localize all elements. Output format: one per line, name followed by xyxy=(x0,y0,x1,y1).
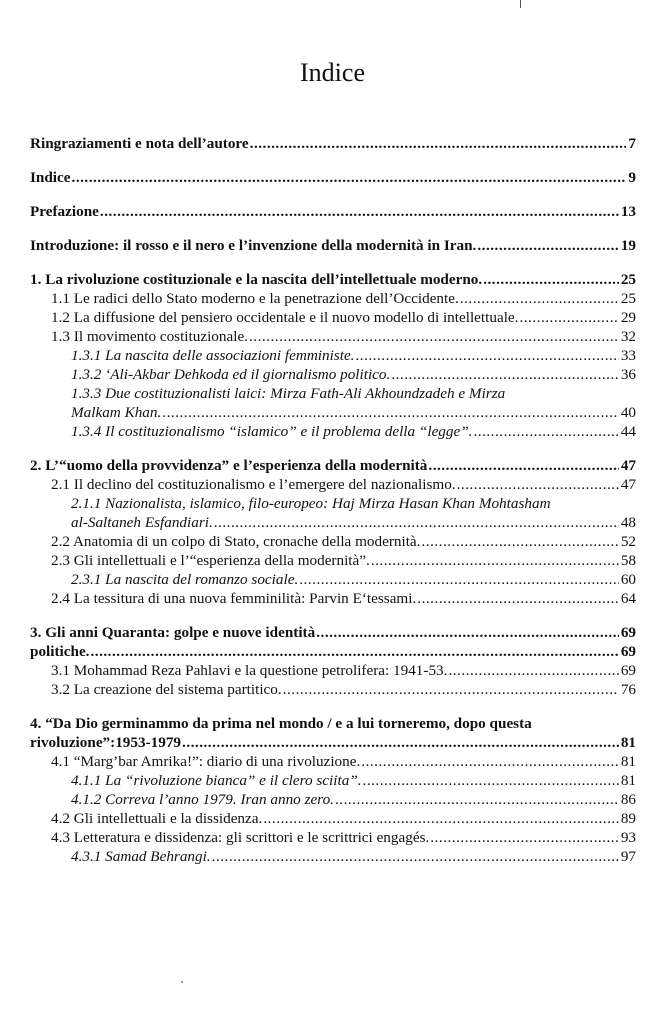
toc-entry-title: 4.2 Gli intellettuali e la dissidenza. xyxy=(51,810,263,827)
toc-entry[interactable] xyxy=(30,551,636,570)
toc-page-number: 76 xyxy=(620,681,636,698)
toc-entry[interactable] xyxy=(30,771,636,790)
section-gap xyxy=(30,441,636,456)
toc-entry-title: 4.1 “Marg’bar Amrika!”: diario di una rivoluzione. xyxy=(51,753,361,770)
toc-entry-title: 1.3.4 Il costituzionalismo “islamico” e il problema della “legge”. xyxy=(71,423,473,440)
section-gap xyxy=(30,255,636,270)
toc-entry-title: 3.1 Mohammad Reza Pahlavi e la questione petrolifera: 1941-53. xyxy=(51,662,448,679)
toc-entry-title: 1. La rivoluzione costituzionale e la nascita dell’intellettuale moderno. xyxy=(30,271,483,288)
toc-entry[interactable] xyxy=(30,589,636,608)
dot-leader xyxy=(100,202,619,221)
toc-page-number: 69 xyxy=(620,643,636,660)
toc-entry-title: 3. Gli anni Quaranta: golpe e nuove identità xyxy=(30,624,316,641)
toc-entry[interactable] xyxy=(30,308,636,327)
toc-entry-title: Malkam Khan. xyxy=(71,404,162,421)
toc-page-number: 81 xyxy=(620,772,636,789)
dot-leader xyxy=(460,289,619,308)
toc-entry[interactable] xyxy=(30,475,636,494)
toc-entry-title: 2.2 Anatomia di un colpo di Stato, cronache della modernità. xyxy=(51,533,421,550)
dot-leader xyxy=(214,513,619,532)
toc-page-number: 29 xyxy=(620,309,636,326)
toc-entry[interactable] xyxy=(30,532,636,551)
toc-entry-title: Ringraziamenti e nota dell’autore xyxy=(30,135,249,152)
section-gap xyxy=(30,153,636,168)
toc-entry-title: al-Saltaneh Esfandiari. xyxy=(71,514,213,531)
dot-leader xyxy=(421,532,618,551)
dot-leader xyxy=(355,346,618,365)
toc-page-number: 33 xyxy=(620,347,636,364)
toc-page-number: 44 xyxy=(620,423,636,440)
dot-leader xyxy=(417,589,619,608)
dot-leader xyxy=(250,134,627,153)
toc-page-number: 47 xyxy=(620,457,636,474)
toc-entry-title: 4.3 Letteratura e dissidenza: gli scrittori e le scrittrici engagés. xyxy=(51,829,430,846)
page-title: Indice xyxy=(300,58,365,87)
toc-entry-title: Prefazione xyxy=(30,203,99,220)
toc-page-number: 32 xyxy=(620,328,636,345)
toc-page-number: 81 xyxy=(620,734,636,751)
toc-entry[interactable] xyxy=(30,790,636,809)
toc-entry[interactable] xyxy=(30,202,636,221)
dot-leader xyxy=(299,570,619,589)
toc-entry[interactable] xyxy=(30,570,636,589)
section-gap xyxy=(30,221,636,236)
toc-entry-title: 4.1.1 La “rivoluzione bianca” e il clero sciita”. xyxy=(71,772,362,789)
toc-page-number: 97 xyxy=(620,848,636,865)
dot-leader xyxy=(72,168,627,187)
toc-page-number: 48 xyxy=(620,514,636,531)
toc-entry-title: 2.3 Gli intellettuali e l’“esperienza della modernità”. xyxy=(51,552,370,569)
toc-entry-title: 1.3.1 La nascita delle associazioni femministe. xyxy=(71,347,355,364)
toc-entry[interactable] xyxy=(30,422,636,441)
toc-page-number: 69 xyxy=(620,624,636,641)
toc-entry[interactable] xyxy=(30,680,636,699)
toc-entry[interactable] xyxy=(30,513,636,532)
toc-entry-title: 1.2 La diffusione del pensiero occidentale e il nuovo modello di intellettuale. xyxy=(51,309,519,326)
dot-leader xyxy=(391,365,618,384)
toc-page-number: 36 xyxy=(620,366,636,383)
table-of-contents xyxy=(30,134,636,866)
dot-leader xyxy=(283,680,619,699)
dot-leader xyxy=(212,847,619,866)
toc-entry[interactable] xyxy=(30,733,636,752)
toc-page-number: 93 xyxy=(620,829,636,846)
scan-speck xyxy=(181,981,183,983)
dot-leader xyxy=(483,270,619,289)
toc-entry-title: rivoluzione”:1953-1979 xyxy=(30,734,182,751)
toc-entry-title: Indice xyxy=(30,169,71,186)
toc-entry-title: Introduzione: il rosso e il nero e l’invenzione della modernità in Iran. xyxy=(30,237,477,254)
dot-leader xyxy=(263,809,619,828)
dot-leader xyxy=(430,828,619,847)
dot-leader xyxy=(162,403,619,422)
toc-page-number: 25 xyxy=(620,290,636,307)
section-gap xyxy=(30,608,636,623)
dot-leader xyxy=(457,475,619,494)
toc-entry-title: politiche. xyxy=(30,643,90,660)
toc-page-number: 47 xyxy=(620,476,636,493)
section-gap xyxy=(30,699,636,714)
dot-leader xyxy=(477,236,618,255)
toc-entry[interactable] xyxy=(30,809,636,828)
toc-entry-title: 1.1 Le radici dello Stato moderno e la penetrazione dell’Occidente. xyxy=(51,290,459,307)
toc-entry-title: 2.1 Il declino del costituzionalismo e l’emergere del nazionalismo. xyxy=(51,476,456,493)
dot-leader xyxy=(363,771,619,790)
toc-entry-title: 3.2 La creazione del sistema partitico. xyxy=(51,681,282,698)
dot-leader xyxy=(90,642,618,661)
toc-entry[interactable] xyxy=(30,403,636,422)
toc-entry[interactable] xyxy=(30,847,636,866)
toc-entry[interactable] xyxy=(30,365,636,384)
toc-page-number: 64 xyxy=(620,590,636,607)
toc-page-number: 19 xyxy=(620,237,636,254)
toc-page-number: 86 xyxy=(620,791,636,808)
toc-page-number: 9 xyxy=(628,169,636,186)
toc-page-number: 58 xyxy=(620,552,636,569)
toc-entry[interactable] xyxy=(30,752,636,771)
dot-leader xyxy=(316,623,619,642)
section-gap xyxy=(30,187,636,202)
toc-page-number: 25 xyxy=(620,271,636,288)
toc-entry-title: 1.3.2 ‘Ali-Akbar Dehkoda ed il giornalismo politico. xyxy=(71,366,391,383)
dot-leader xyxy=(519,308,618,327)
toc-entry[interactable] xyxy=(30,168,636,187)
toc-entry[interactable] xyxy=(30,494,636,513)
dot-leader xyxy=(182,733,619,752)
toc-entry[interactable] xyxy=(30,828,636,847)
dot-leader xyxy=(361,752,619,771)
toc-entry[interactable] xyxy=(30,714,636,733)
toc-page-number: 60 xyxy=(620,571,636,588)
toc-page-number: 81 xyxy=(620,753,636,770)
toc-entry-title: 2.3.1 La nascita del romanzo sociale. xyxy=(71,571,299,588)
toc-entry-title: 2.4 La tessitura di una nuova femminilità: Parvin E‘tessami. xyxy=(51,590,417,607)
toc-entry[interactable] xyxy=(30,623,636,642)
toc-entry[interactable] xyxy=(30,456,636,475)
dot-leader xyxy=(335,790,619,809)
toc-entry[interactable] xyxy=(30,327,636,346)
toc-page-number: 69 xyxy=(620,662,636,679)
scan-mark xyxy=(520,0,521,8)
toc-entry[interactable] xyxy=(30,289,636,308)
dot-leader xyxy=(448,661,618,680)
toc-entry[interactable] xyxy=(30,346,636,365)
toc-entry-title: 1.3 Il movimento costituzionale. xyxy=(51,328,248,345)
toc-entry-title: 2.1.1 Nazionalista, islamico, filo-europeo: Haj Mirza Hasan Khan Mohtasham xyxy=(71,495,551,512)
toc-entry-title: 4.1.2 Correva l’anno 1979. Iran anno zero. xyxy=(71,791,334,808)
toc-entry[interactable] xyxy=(30,270,636,289)
toc-entry-title: 2. L’“uomo della provvidenza” e l’esperienza della modernità xyxy=(30,457,428,474)
toc-page-number: 13 xyxy=(620,203,636,220)
toc-page-number: 7 xyxy=(628,135,636,152)
dot-leader xyxy=(428,456,618,475)
toc-entry[interactable] xyxy=(30,661,636,680)
toc-page-number: 52 xyxy=(620,533,636,550)
toc-entry[interactable] xyxy=(30,642,636,661)
toc-entry[interactable] xyxy=(30,236,636,255)
dot-leader xyxy=(249,327,619,346)
dot-leader xyxy=(473,422,618,441)
toc-entry-title: 4. “Da Dio germinammo da prima nel mondo / e a lui torneremo, dopo questa xyxy=(30,715,532,732)
toc-entry[interactable] xyxy=(30,384,636,403)
dot-leader xyxy=(371,551,619,570)
toc-page-number: 89 xyxy=(620,810,636,827)
toc-page-number: 40 xyxy=(620,404,636,421)
toc-entry[interactable] xyxy=(30,134,636,153)
toc-entry-title: 1.3.3 Due costituzionalisti laici: Mirza Fath-Ali Akhoundzadeh e Mirza xyxy=(71,385,506,402)
toc-entry-title: 4.3.1 Samad Behrangi. xyxy=(71,848,211,865)
